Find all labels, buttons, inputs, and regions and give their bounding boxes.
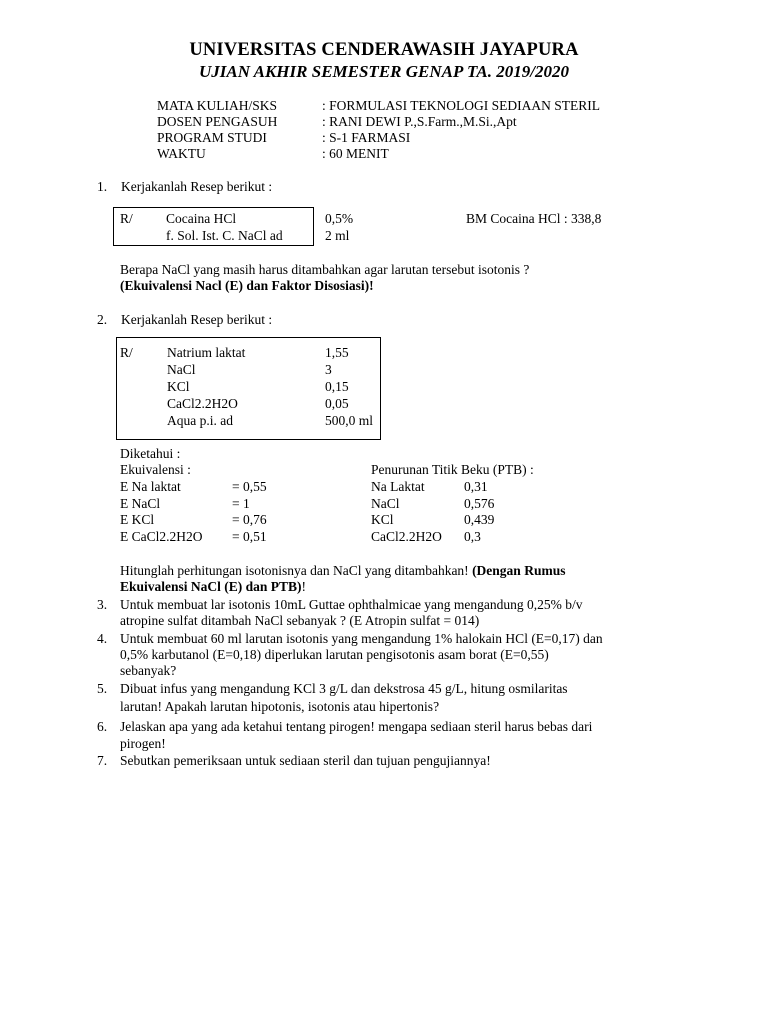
rx-item: CaCl2.2H2O xyxy=(167,396,238,411)
question-line: Sebutkan pemeriksaan untuk sediaan steril dan tujuan pengujiannya! xyxy=(120,753,491,768)
question-body: Hitunglah perhitungan isotonisnya dan NaCl yang ditambahkan! (Dengan Rumus xyxy=(120,563,566,578)
question-number: 2. xyxy=(97,312,108,327)
question-number: 6. xyxy=(97,719,108,734)
rx-item: Natrium laktat xyxy=(167,345,246,360)
equivalence-value: = 0,76 xyxy=(232,512,267,527)
exam-title: UJIAN AKHIR SEMESTER GENAP TA. 2019/2020 xyxy=(199,62,569,81)
equivalence-name: E CaCl2.2H2O xyxy=(120,529,203,544)
ptb-value: 0,576 xyxy=(464,496,495,511)
ptb-value: 0,439 xyxy=(464,512,495,527)
info-value-program: : S-1 FARMASI xyxy=(322,130,411,145)
equivalence-name: E NaCl xyxy=(120,496,161,511)
rx-item: f. Sol. Ist. C. NaCl ad xyxy=(166,228,283,243)
rx-amount: 0,5% xyxy=(325,211,354,226)
rx-amount: 500,0 ml xyxy=(325,413,374,428)
university-title: UNIVERSITAS CENDERAWASIH JAYAPURA xyxy=(189,40,579,60)
ptb-name: CaCl2.2H2O xyxy=(371,529,442,544)
question-line: sebanyak? xyxy=(120,663,177,678)
question-line: atropine sulfat ditambah NaCl sebanyak ? (E Atropin sulfat = 014) xyxy=(120,613,480,628)
rx-item: Cocaina HCl xyxy=(166,211,237,226)
equivalence-name: E KCl xyxy=(120,512,155,527)
question-line: Untuk membuat lar isotonis 10mL Guttae ophthalmicae yang mengandung 0,25% b/v xyxy=(120,597,583,612)
question-number: 7. xyxy=(97,753,108,768)
question-number: 4. xyxy=(97,631,108,646)
rx-symbol: R/ xyxy=(120,211,133,226)
equivalence-title: Ekuivalensi : xyxy=(120,462,191,477)
equivalence-name: E Na laktat xyxy=(120,479,181,494)
info-label-lecturer: DOSEN PENGASUH xyxy=(157,114,278,129)
rx-amount: 1,55 xyxy=(325,345,349,360)
freezing-point-title: Penurunan Titik Beku (PTB) : xyxy=(371,462,534,477)
question-line: pirogen! xyxy=(120,736,166,751)
info-label-course: MATA KULIAH/SKS xyxy=(157,98,278,113)
rx-amount: 0,15 xyxy=(325,379,349,394)
equivalence-value: = 0,55 xyxy=(232,479,267,494)
question-text: Kerjakanlah Resep berikut : xyxy=(121,312,273,327)
question-line: Jelaskan apa yang ada ketahui tentang pirogen! mengapa sediaan steril harus bebas dari xyxy=(120,719,593,734)
rx-amount: 3 xyxy=(325,362,332,377)
rx-amount: 0,05 xyxy=(325,396,349,411)
info-value-course: : FORMULASI TEKNOLOGI SEDIAAN STERIL xyxy=(322,98,600,113)
known-label: Diketahui : xyxy=(120,446,181,461)
rx-item: NaCl xyxy=(167,362,196,377)
question-number: 3. xyxy=(97,597,108,612)
rx-amount: 2 ml xyxy=(325,228,350,243)
equivalence-value: = 1 xyxy=(232,496,250,511)
rx-symbol: R/ xyxy=(120,345,133,360)
equivalence-value: = 0,51 xyxy=(232,529,267,544)
question-body: Berapa NaCl yang masih harus ditambahkan agar larutan tersebut isotonis ? xyxy=(120,262,530,277)
ptb-name: NaCl xyxy=(371,496,400,511)
question-number: 5. xyxy=(97,681,108,696)
ptb-value: 0,31 xyxy=(464,479,488,494)
question-line: larutan! Apakah larutan hipotonis, isotonis atau hipertonis? xyxy=(120,699,440,714)
info-label-program: PROGRAM STUDI xyxy=(157,130,267,145)
question-line: Untuk membuat 60 ml larutan isotonis yang mengandung 1% halokain HCl (E=0,17) dan xyxy=(120,631,603,646)
info-label-time: WAKTU xyxy=(157,146,206,161)
question-line: Dibuat infus yang mengandung KCl 3 g/L dan dekstrosa 45 g/L, hitung osmilaritas xyxy=(120,681,568,696)
rx-item: Aqua p.i. ad xyxy=(167,413,233,428)
rx-item: KCl xyxy=(167,379,190,394)
question-body-cont: Ekuivalensi NaCl (E) dan PTB)! xyxy=(120,579,307,594)
ptb-name: KCl xyxy=(371,512,394,527)
question-hint: (Ekuivalensi Nacl (E) dan Faktor Disosiasi)! xyxy=(120,278,374,293)
question-number: 1. xyxy=(97,179,108,194)
ptb-value: 0,3 xyxy=(464,529,481,544)
molecular-weight: BM Cocaina HCl : 338,8 xyxy=(466,211,602,226)
info-value-time: : 60 MENIT xyxy=(322,146,389,161)
ptb-name: Na Laktat xyxy=(371,479,425,494)
question-text: Kerjakanlah Resep berikut : xyxy=(121,179,273,194)
question-line: 0,5% karbutanol (E=0,18) diperlukan larutan pengisotonis asam borat (E=0,55) xyxy=(120,647,549,662)
info-value-lecturer: : RANI DEWI P.,S.Farm.,M.Si.,Apt xyxy=(322,114,517,129)
